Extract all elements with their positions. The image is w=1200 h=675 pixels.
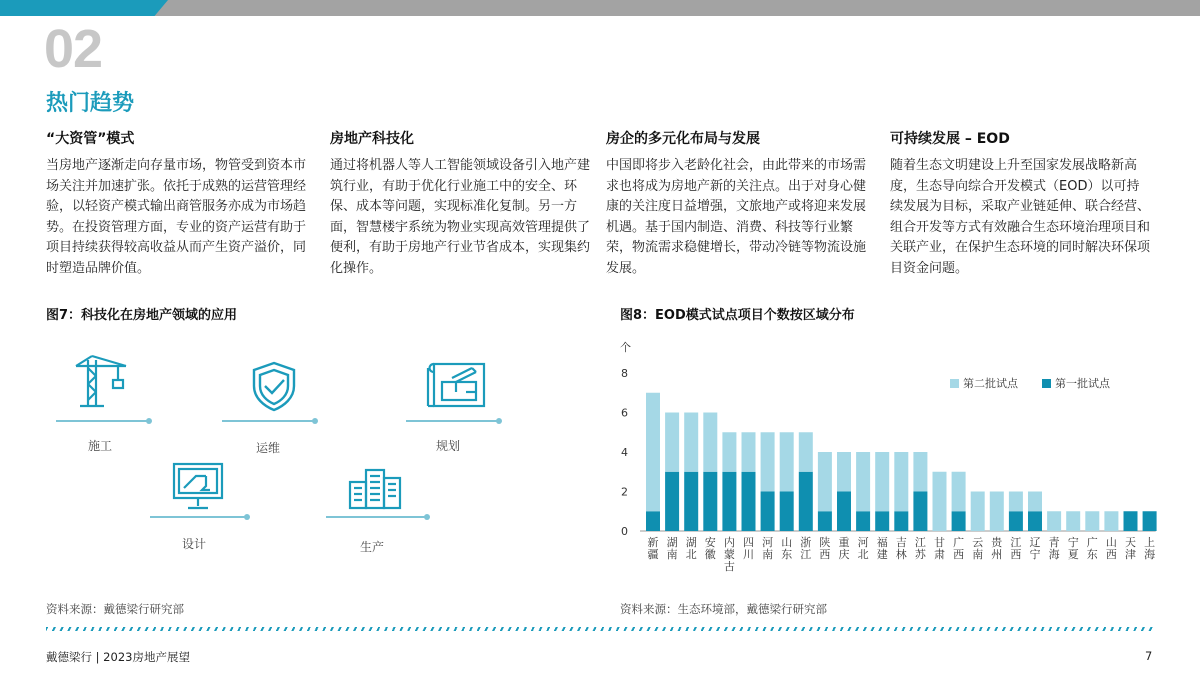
column-asset-management: [46, 128, 308, 279]
x-tick-label: 西: [953, 548, 965, 561]
x-tick-label: 南: [972, 548, 984, 561]
x-tick-label: 四: [743, 536, 754, 549]
x-tick-label: 古: [723, 560, 735, 573]
bar-first-batch: [894, 511, 908, 531]
x-tick-label: 苏: [914, 548, 926, 561]
x-tick-label: 江: [800, 548, 812, 561]
bar-first-batch: [1028, 511, 1042, 531]
x-tick-label: 川: [743, 548, 754, 561]
bar-second-batch: [894, 452, 908, 511]
column-body: 中国即将步入老龄化社会，由此带来的市场需求也将成为房地产新的关注点。出于对身心健康的关注度日益增强，文旅地产或将迎来发展机遇。基于国内制造、消费、科技等行业繁荣，物流需求稳健增长，带动冷链等物流设施发展。: [606, 158, 867, 276]
connector-line: [56, 420, 148, 422]
y-tick-label: 4: [621, 446, 628, 459]
bar-first-batch: [665, 472, 679, 531]
figure7-source: 资料来源：戴德梁行研究部: [46, 602, 184, 616]
bar-first-batch: [799, 472, 813, 531]
bar-first-batch: [646, 511, 660, 531]
bar-second-batch: [856, 452, 870, 511]
bar-second-batch: [1066, 511, 1080, 531]
icon-label-construction: 施工: [88, 439, 113, 453]
bar-second-batch: [952, 472, 966, 512]
section-number: 02: [44, 19, 103, 79]
bar-first-batch: [837, 492, 851, 532]
x-tick-label: 蒙: [723, 548, 735, 561]
column-body: 随着生态文明建设上升至国家发展战略新高度，生态导向综合开发模式（EOD）以可持续发展为目标，采取产业链延伸、联合经营、组合开发等方式有效融合生态环境治理项目和关联产业，在保护生态环境的同时解决环保项目资金问题。: [890, 158, 1151, 276]
x-tick-label: 河: [762, 536, 774, 549]
footer-brand: 戴德梁行 | 2023房地产展望: [46, 650, 190, 664]
icon-label-planning: 规划: [436, 439, 461, 453]
y-tick-label: 0: [621, 525, 628, 538]
x-tick-label: 浙: [800, 536, 812, 549]
bar-first-batch: [742, 472, 756, 531]
bar-second-batch: [933, 472, 947, 531]
crane-icon: [74, 354, 130, 412]
x-tick-label: 青: [1048, 536, 1060, 549]
x-tick-label: 州: [991, 548, 1003, 561]
bar-first-batch: [780, 492, 794, 532]
column-heading: 房地产科技化: [330, 131, 414, 147]
figure8-title: 图8：EOD模式试点项目个数按区域分布: [620, 308, 855, 323]
monitor-design-icon: [172, 462, 224, 514]
bar-second-batch: [780, 432, 794, 491]
bar-second-batch: [1047, 511, 1061, 531]
x-tick-label: 南: [762, 548, 774, 561]
bar-second-batch: [665, 413, 679, 472]
x-tick-label: 海: [1144, 548, 1156, 561]
connector-line: [222, 420, 314, 422]
bar-second-batch: [799, 432, 813, 472]
column-diversification: [606, 128, 868, 279]
x-tick-label: 西: [1010, 548, 1022, 561]
column-body: 通过将机器人等人工智能领域设备引入地产建筑行业，有助于优化行业施工中的安全、环保、成本等问题，实现标准化复制。另一方面，智慧楼宇系统为物业实现高效管理提供了便利，有助于房地产行业节省成本，实现集约化操作。: [330, 158, 591, 276]
bar-first-batch: [875, 511, 889, 531]
icon-label-operations: 运维: [256, 441, 281, 455]
x-tick-label: 山: [1105, 536, 1117, 549]
x-tick-label: 东: [1086, 548, 1098, 561]
x-tick-label: 广: [953, 536, 965, 549]
y-tick-label: 6: [621, 406, 628, 420]
bar-first-batch: [952, 511, 966, 531]
bar-first-batch: [1009, 511, 1023, 531]
x-tick-label: 庆: [838, 548, 850, 561]
y-tick-label: 2: [621, 485, 628, 499]
x-tick-label: 津: [1125, 548, 1136, 561]
x-tick-label: 新: [647, 536, 659, 549]
x-tick-label: 福: [876, 536, 888, 549]
x-tick-label: 南: [666, 548, 678, 561]
column-body: 当房地产逐渐走向存量市场，物管受到资本市场关注并加速扩张。依托于成熟的运营管理经验，以轻资产模式输出商管服务亦成为市场趋势。在投资管理方面，专业的资产运营有助于项目持续获得较高收益从而产生资产溢价，同时塑造品牌价值。: [46, 158, 307, 276]
section-title: 热门趋势: [46, 91, 135, 116]
bar-second-batch: [761, 432, 775, 491]
bar-first-batch: [818, 511, 832, 531]
bar-first-batch: [1143, 511, 1157, 531]
column-heading: 可持续发展 – EOD: [890, 131, 1010, 147]
x-tick-label: 宁: [1067, 536, 1079, 549]
bar-second-batch: [837, 452, 851, 492]
top-bar-accent: [0, 0, 168, 16]
x-tick-label: 北: [857, 548, 869, 561]
x-tick-label: 徽: [704, 548, 716, 561]
bar-second-batch: [1028, 492, 1042, 512]
bar-second-batch: [684, 413, 698, 472]
bar-first-batch: [1124, 511, 1138, 531]
blueprint-icon: [426, 360, 486, 414]
bar-second-batch: [646, 393, 660, 512]
column-proptech: [330, 128, 592, 279]
x-tick-label: 湖: [666, 536, 678, 549]
x-tick-label: 肃: [934, 548, 945, 561]
x-tick-label: 西: [819, 548, 831, 561]
y-unit-label: 个: [620, 341, 631, 354]
bar-first-batch: [761, 492, 775, 532]
eod-bar-chart: [600, 335, 1170, 585]
y-tick-label: 8: [621, 367, 628, 380]
bar-first-batch: [913, 492, 927, 532]
connector-line: [150, 516, 246, 518]
bar-second-batch: [875, 452, 889, 511]
bar-second-batch: [1085, 511, 1099, 531]
x-tick-label: 重: [838, 536, 850, 549]
x-tick-label: 辽: [1029, 536, 1041, 549]
x-tick-label: 河: [857, 536, 869, 549]
x-tick-label: 北: [685, 548, 697, 561]
bar-second-batch: [1009, 492, 1023, 512]
x-tick-label: 内: [723, 536, 735, 549]
x-tick-label: 天: [1125, 536, 1136, 549]
x-tick-label: 夏: [1067, 548, 1079, 561]
x-tick-label: 建: [876, 548, 888, 561]
x-tick-label: 江: [914, 536, 926, 549]
bar-first-batch: [703, 472, 717, 531]
x-tick-label: 疆: [647, 548, 659, 561]
x-tick-label: 贵: [991, 536, 1003, 549]
x-tick-label: 甘: [934, 536, 945, 549]
top-bar: [0, 0, 1200, 16]
x-tick-label: 林: [895, 548, 907, 561]
bar-first-batch: [684, 472, 698, 531]
buildings-icon: [348, 466, 402, 514]
icon-label-design: 设计: [182, 537, 207, 551]
icon-label-production: 生产: [360, 540, 385, 554]
bar-first-batch: [722, 472, 736, 531]
bar-first-batch: [856, 511, 870, 531]
x-tick-label: 陕: [819, 536, 831, 549]
bar-second-batch: [1104, 511, 1118, 531]
bar-second-batch: [722, 432, 736, 472]
legend-label: 第二批试点: [963, 377, 1018, 390]
x-tick-label: 湖: [685, 536, 697, 549]
column-sustainability: [890, 128, 1152, 279]
x-tick-label: 西: [1105, 548, 1117, 561]
bar-second-batch: [971, 492, 985, 532]
x-tick-label: 山: [781, 536, 793, 549]
x-tick-label: 宁: [1029, 548, 1041, 561]
x-tick-label: 上: [1144, 536, 1156, 549]
x-tick-label: 海: [1048, 548, 1060, 561]
shield-check-icon: [250, 360, 298, 416]
legend-swatch: [950, 379, 959, 388]
legend-label: 第一批试点: [1055, 377, 1110, 390]
x-tick-label: 云: [972, 536, 984, 549]
bar-second-batch: [742, 432, 756, 472]
connector-line: [326, 516, 426, 518]
bar-second-batch: [990, 492, 1004, 532]
x-tick-label: 江: [1010, 536, 1022, 549]
x-tick-label: 安: [704, 536, 716, 549]
legend-swatch: [1042, 379, 1051, 388]
column-heading: 房企的多元化布局与发展: [606, 131, 760, 147]
x-tick-label: 广: [1086, 536, 1098, 549]
x-tick-label: 吉: [895, 536, 907, 549]
page-number: 7: [1145, 649, 1153, 663]
bar-second-batch: [913, 452, 927, 492]
figure7-title: 图7：科技化在房地产领域的应用: [46, 308, 238, 323]
figure8-source: 资料来源：生态环境部，戴德梁行研究部: [620, 602, 827, 616]
bar-second-batch: [703, 413, 717, 472]
column-heading: “大资管”模式: [46, 131, 135, 147]
x-tick-label: 东: [781, 548, 793, 561]
connector-line: [406, 420, 498, 422]
bar-second-batch: [818, 452, 832, 511]
dashed-divider: [46, 627, 1156, 631]
